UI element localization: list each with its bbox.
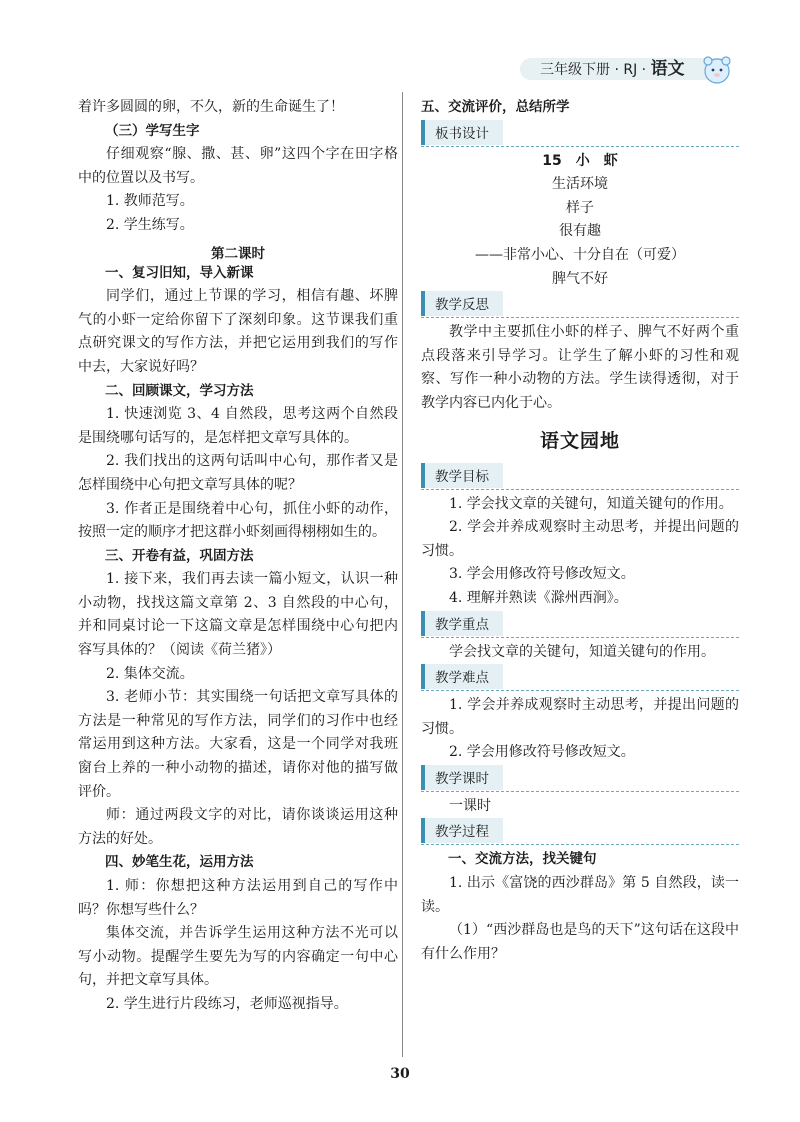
- section-heading: （三）学写生字: [105, 122, 200, 139]
- goal-item: 4. 理解并熟读《滁州西涧》。: [449, 589, 628, 606]
- process-heading: 一、交流方法，找关键句: [448, 851, 597, 868]
- board-line: 脾气不好: [552, 270, 608, 287]
- goal-item: 3. 学会用修改符号修改短文。: [449, 566, 635, 583]
- paragraph: 3. 作者正是围绕着中心句，抓住小虾的动作，按照一定的顺序才把这群小虾刻画得栩栩如生的。: [78, 500, 398, 541]
- paragraph: 3. 老师小节：其实围绕一句话把文章写具体的方法是一种常见的写作方法，同学们的习作中也经常运用到这种方法。大家看，这是一个同学对我班窗台上养的一种小动物的描述，请你对他的描写做评价。: [78, 689, 398, 800]
- key-points-text: 学会找文章的关键句，知道关键句的作用。: [449, 643, 715, 660]
- section-heading: 一、复习旧知，导入新课: [105, 264, 254, 281]
- section-heading: 三、开卷有益，巩固方法: [105, 547, 254, 564]
- left-column: [78, 96, 398, 1017]
- tag-label: 教学课时: [421, 765, 503, 790]
- difficulty-item: 2. 学会用修改符号修改短文。: [449, 744, 635, 761]
- board-title: 15 小 虾: [542, 152, 618, 169]
- paragraph: 仔细观察“腺、撒、甚、卵”这四个字在田字格中的位置以及书写。: [78, 146, 398, 186]
- board-line: 样子: [566, 199, 594, 216]
- tag-label: 教学反思: [421, 291, 503, 316]
- class-hours-text: 一课时: [449, 797, 491, 814]
- tag-label: 板书设计: [421, 120, 503, 145]
- process-item: （1）“西沙群岛也是鸟的天下”这句话在这段中有什么作用？: [421, 922, 739, 962]
- paragraph: 集体交流，并告诉学生运用这种方法不光可以写小动物。提醒学生要先为写的内容确定一句中心句，并把文章写具体。: [78, 925, 398, 989]
- page-number: 30: [390, 1066, 410, 1082]
- section-heading: 四、妙笔生花，运用方法: [105, 854, 254, 871]
- difficulties-tag: [421, 664, 739, 694]
- section-heading: 二、回顾课文，学习方法: [105, 382, 254, 399]
- reflection-tag: [421, 291, 739, 321]
- process-item: 1. 出示《富饶的西沙群岛》第 5 自然段，读一读。: [421, 875, 739, 915]
- tag-label: 教学过程: [421, 818, 503, 843]
- paragraph: 2. 学生练写。: [106, 216, 194, 233]
- paragraph: 2. 集体交流。: [106, 665, 194, 682]
- board-design-tag: [421, 120, 739, 150]
- paragraph: 2. 学生进行片段练习，老师巡视指导。: [106, 995, 348, 1012]
- paragraph: 1. 接下来，我们再去读一篇小短文，认识一种小动物，找找这篇文章第 2、3 自然段的中心句，并和同桌讨论一下这篇文章是怎样围绕中心句把内容写具体的？（阅读《荷兰猪》）: [78, 571, 398, 659]
- key-points-tag: [421, 611, 739, 641]
- paragraph: 1. 快速浏览 3、4 自然段，思考这两个自然段是围绕哪句话写的，是怎样把文章写具体的。: [78, 406, 398, 446]
- header-subject: 语文: [650, 59, 685, 79]
- board-line: ——非常小心、十分自在（可爱）: [475, 246, 685, 263]
- class-hours-tag: [421, 765, 739, 795]
- paragraph: 同学们，通过上节课的学习，相信有趣、坏脾气的小虾一定给你留下了深刻印象。这节课我们重点研究课文的写作方法，并把它运用到我们的写作中去，大家说好吗？: [78, 288, 398, 375]
- board-line: 很有趣: [559, 223, 601, 240]
- board-design: [421, 150, 739, 292]
- paragraph: 1. 师：你想把这种方法运用到自己的写作中吗？你想写些什么？: [78, 878, 398, 918]
- section-title-garden: 语文园地: [539, 429, 620, 452]
- paragraph: 师：通过两段文字的对比，请你谈谈运用这种方法的好处。: [78, 807, 398, 847]
- tag-label: 教学重点: [421, 611, 503, 636]
- paragraph: 1. 教师范写。: [106, 193, 194, 210]
- paragraph: 2. 我们找出的这两句话叫中心句，那作者又是怎样围绕中心句把文章写具体的呢？: [78, 453, 398, 493]
- board-line: 生活环境: [552, 176, 608, 193]
- section-heading-5: 五、交流评价，总结所学: [421, 99, 570, 115]
- difficulty-item: 1. 学会并养成观察时主动思考，并提出问题的习惯。: [421, 697, 739, 737]
- bear-mascot-icon: [700, 52, 734, 86]
- goal-item: 1. 学会找文章的关键句，知道关键句的作用。: [449, 495, 733, 512]
- process-tag: [421, 818, 739, 848]
- goals-tag: [421, 463, 739, 493]
- tag-label: 教学难点: [421, 664, 503, 689]
- tag-label: 教学目标: [421, 463, 503, 488]
- reflection-text: 教学中主要抓住小虾的样子、脾气不好两个重点段落来引导学习。让学生了解小虾的习性和观察、写作一种小动物的方法。学生读得透彻，对于教学内容已内化于心。: [421, 324, 739, 411]
- header-prefix: 三年级下册 · RJ ·: [540, 62, 651, 78]
- lesson-title: 第二课时: [211, 245, 265, 262]
- header-text: [540, 58, 685, 80]
- right-column: [421, 96, 739, 966]
- column-divider: [402, 92, 403, 1057]
- goal-item: 2. 学会并养成观察时主动思考，并提出问题的习惯。: [421, 519, 739, 559]
- paragraph: 着许多圆圆的卵，不久，新的生命诞生了！: [78, 99, 344, 115]
